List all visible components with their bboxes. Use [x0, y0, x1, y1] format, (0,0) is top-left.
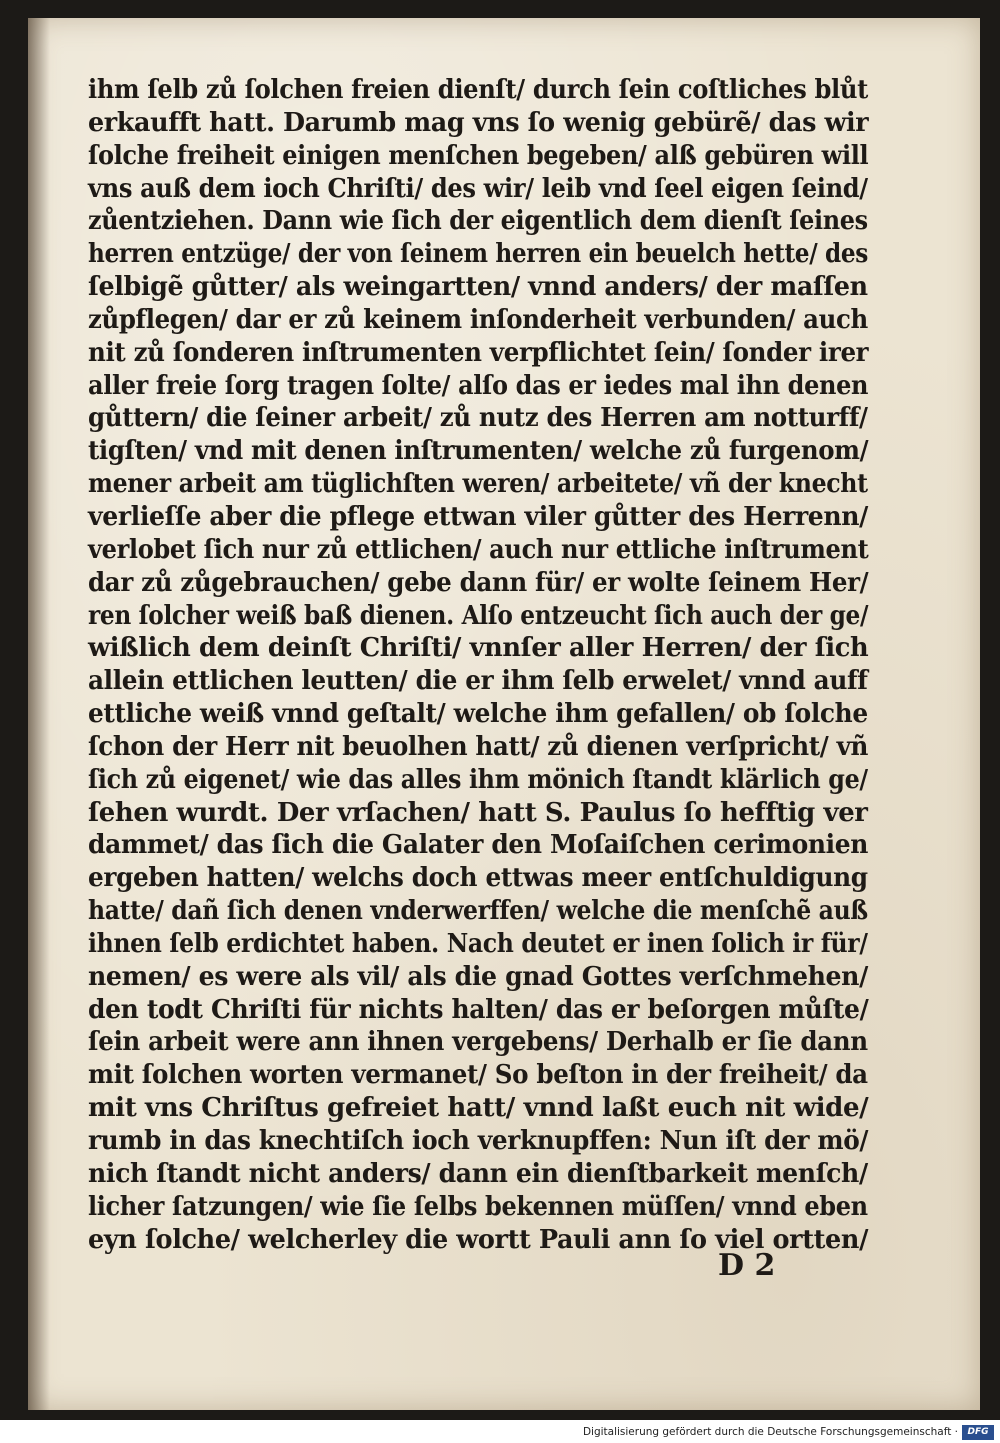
signature-mark: D 2: [718, 1248, 776, 1283]
text-line: mit ſolchen worten vermanet/ So beſton in der freiheit/ da: [88, 1059, 868, 1091]
text-line: aller freie ſorg tragen ſolte/ alſo das er iedes mal ihn denen: [88, 369, 869, 401]
text-line: nit zů ſonderen inſtrumenten verpflichtet ſein/ ſonder irer: [88, 336, 869, 368]
text-line: dammet/ das ſich die Galater den Moſaiſchen cerimonien: [88, 829, 869, 861]
text-line: ſein arbeit were ann ihnen vergebens/ Derhalb er ſie dann: [88, 1026, 868, 1058]
text-line: gůttern/ die ſeiner arbeit/ zů nutz des Herren am notturff/: [88, 402, 868, 434]
dfg-logo-icon: DFG: [962, 1425, 994, 1440]
text-line: verlieſſe aber die pflege ettwan viler gůtter des Herrenn/: [88, 500, 868, 532]
text-line: ſehen wurdt. Der vrſachen/ hatt S. Paulus ſo hefftig ver: [88, 796, 868, 828]
funding-credit: Digitalisierung gefördert durch die Deutsche Forschungsgemeinschaft ·: [582, 1426, 958, 1438]
text-line: ihm ſelb zů ſolchen freien dienſt/ durch ſein coſtliches blůt: [88, 74, 868, 105]
text-line: erkaufft hatt. Darumb mag vns ſo wenig gebürẽ/ das wir: [88, 106, 869, 138]
text-line: eyn ſolche/ welcherley die wortt Pauli ann ſo viel ortten/: [88, 1223, 868, 1255]
text-line: herren entzüge/ der von ſeinem herren ein beuelch hette/ des: [88, 238, 868, 270]
text-line: den todt Chriſti für nichts halten/ das er beſorgen můſte/: [88, 993, 869, 1025]
binding-shadow: [28, 18, 50, 1410]
text-line: ſich zů eigenet/ wie das alles ihm mönich ſtandt klärlich ge/: [88, 763, 868, 795]
text-line: rumb in das knechtiſch ioch verknupffen: Nun iſt der mö/: [88, 1125, 869, 1156]
text-line: vns auß dem ioch Chriſti/ des wir/ leib vnd ſeel eigen ſeind/: [88, 172, 868, 204]
text-line: wißlich dem deinſt Chriſti/ vnnſer aller Herren/ der ſich: [88, 632, 869, 664]
footer-bar: [0, 1422, 1000, 1443]
text-line: allein ettlichen leutten/ die er ihm ſelb erwelet/ vnnd auff: [88, 665, 868, 697]
text-line: ſelbigẽ gůtter/ als weingartten/ vnnd anders/ der maſſen: [88, 271, 868, 303]
text-line: ren ſolcher weiß baß dienen. Alſo entzeucht ſich auch der ge/: [88, 599, 869, 631]
text-line: zůentziehen. Dann wie ſich der eigentlich dem dienſt ſeines: [88, 205, 868, 237]
text-line: licher ſatzungen/ wie ſie ſelbs bekennen müſſen/ vnnd eben: [88, 1190, 868, 1222]
text-line: hatte/ dañ ſich denen vnderwerffen/ welche die menſchẽ auß: [88, 895, 868, 927]
book-page: [28, 18, 980, 1410]
page-text-block: [88, 74, 868, 1256]
text-line: nich ſtandt nicht anders/ dann ein dienſtbarkeit menſch/: [88, 1157, 868, 1189]
text-line: tigſten/ vnd mit denen inſtrumenten/ welche zů furgenom/: [88, 435, 869, 467]
text-line: ſolche freiheit einigen menſchen begeben/ alß gebüren will: [88, 139, 869, 171]
text-line: ergeben hatten/ welchs doch ettwas meer entſchuldigung: [88, 862, 868, 894]
text-line: verlobet ſich nur zů ettlichen/ auch nur ettliche inſtrument: [88, 533, 869, 565]
text-line: mit vns Chriſtus gefreiet hatt/ vnnd laßt euch nit wide/: [88, 1092, 869, 1124]
text-line: ihnen ſelb erdichtet haben. Nach deutet er inen ſolich ir für/: [88, 927, 868, 959]
text-line: zůpflegen/ dar er zů keinem inſonderheit verbunden/ auch: [88, 303, 868, 335]
text-line: ettliche weiß vnnd geſtalt/ welche ihm gefallen/ ob ſolche: [88, 698, 868, 730]
text-line: mener arbeit am tüglichſten weren/ arbeitete/ vñ der knecht: [88, 468, 868, 500]
text-line: ſchon der Herr nit beuolhen hatt/ zů dienen verſpricht/ vñ: [88, 730, 869, 762]
text-line: nemen/ es were als vil/ als die gnad Gottes verſchmehen/: [88, 960, 868, 992]
text-line: dar zů zůgebrauchen/ gebe dann für/ er wolte ſeinem Her/: [88, 566, 869, 598]
